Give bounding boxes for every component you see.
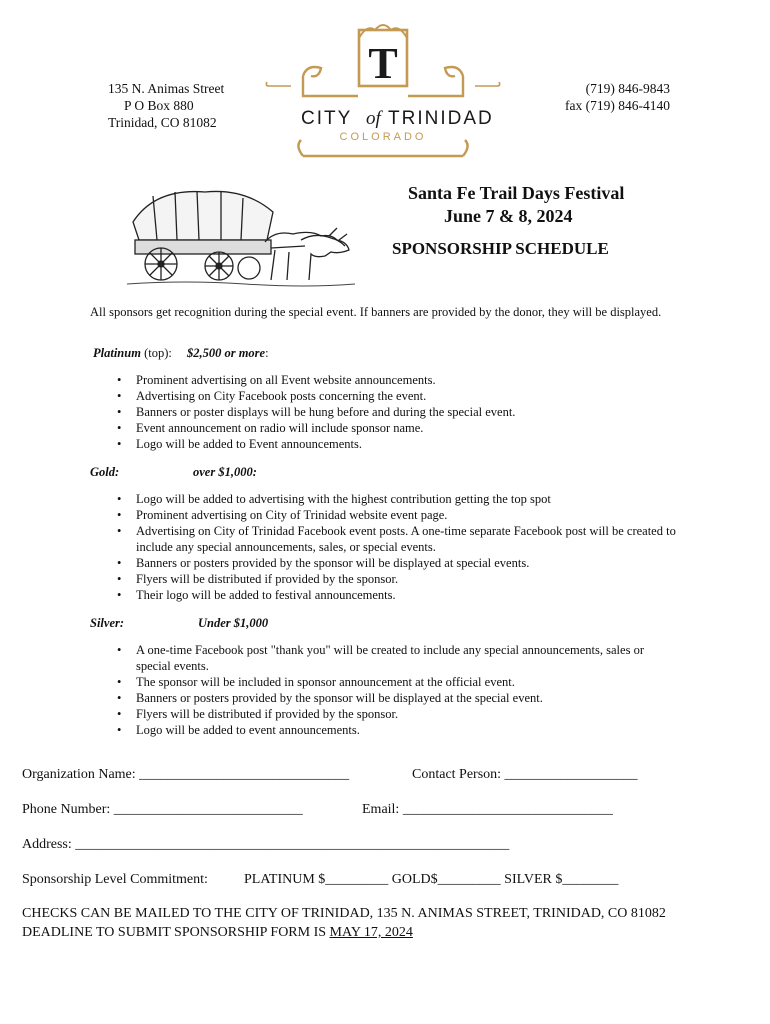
covered-wagon-illustration: [125, 184, 360, 296]
mailing-instructions: CHECKS CAN BE MAILED TO THE CITY OF TRINIDAD, 135 N. ANIMAS STREET, TRINIDAD, CO 81082: [22, 906, 666, 921]
platinum-heading: [93, 346, 269, 361]
list-item: • Logo will be added to advertising with the highest contribution getting the top spot: [117, 491, 677, 507]
contact-person-field[interactable]: Contact Person: ___________________: [412, 767, 638, 782]
intro-paragraph: All sponsors get recognition during the special event. If banners are provided by the donor, they will be displayed.: [90, 305, 662, 319]
list-item: • Prominent advertising on City of Trinidad website event page.: [117, 507, 677, 523]
gold-amount-wrap: [193, 465, 257, 480]
logo-name-left: CITY: [301, 108, 353, 129]
event-dates: June 7 & 8, 2024: [444, 206, 573, 226]
list-item: • Event announcement on radio will include sponsor name.: [117, 420, 677, 436]
gold-amount: over $1,000:: [193, 465, 257, 479]
deadline-line: [22, 925, 413, 941]
list-item: • Advertising on City of Trinidad Facebook event posts. A one-time separate Facebook post will be created to include any special announcements, sales, or special events.: [117, 523, 677, 555]
platinum-qualifier: (top):: [140, 346, 172, 360]
phone-number-field[interactable]: Phone Number: ___________________________: [22, 802, 303, 817]
list-item: • Banners or posters provided by the sponsor will be displayed at the special event.: [117, 690, 677, 706]
silver-amount-wrap: [198, 616, 268, 631]
silver-amount: Under $1,000: [198, 616, 269, 630]
commitment-label: Sponsorship Level Commitment:: [22, 872, 208, 887]
gold-name: Gold:: [90, 465, 120, 479]
list-item: • Flyers will be distributed if provided by the sponsor.: [117, 706, 677, 722]
schedule-heading: SPONSORSHIP SCHEDULE: [392, 239, 609, 258]
gold-benefits-list: [117, 491, 677, 603]
silver-heading: [90, 616, 124, 631]
logo-state: COLORADO: [339, 131, 427, 143]
fax-number: fax (719) 846-4140: [565, 98, 670, 113]
platinum-benefits-list: [117, 372, 677, 452]
list-item: • Logo will be added to event announcements.: [117, 722, 677, 738]
list-item: • The sponsor will be included in sponsor announcement at the official event.: [117, 674, 677, 690]
list-item: • Flyers will be distributed if provided by the sponsor.: [117, 571, 677, 587]
address-line-pobox: P O Box 880: [124, 98, 194, 113]
event-title: Santa Fe Trail Days Festival: [408, 183, 625, 203]
logo-name-right: TRINIDAD: [388, 108, 494, 129]
deadline-date: MAY 17, 2024: [329, 925, 413, 940]
city-of-trinidad-logo: [263, 18, 503, 168]
silver-name: Silver:: [90, 616, 125, 630]
email-field[interactable]: Email: ______________________________: [362, 802, 613, 817]
address-line-street: 135 N. Animas Street: [108, 81, 225, 96]
silver-benefits-list: [117, 642, 677, 738]
list-item: • A one-time Facebook post "thank you" will be created to include any special announcements, sales or special events.: [117, 642, 677, 674]
list-item: • Banners or posters provided by the sponsor will be displayed at special events.: [117, 555, 677, 571]
list-item: • Logo will be added to Event announcements.: [117, 436, 677, 452]
commitment-options[interactable]: PLATINUM $_________ GOLD$_________ SILVER $________: [244, 872, 619, 887]
logo-name-of: of: [366, 108, 381, 129]
gold-heading: [90, 465, 119, 480]
platinum-name: Platinum: [93, 346, 141, 360]
deadline-prefix: DEADLINE TO SUBMIT SPONSORSHIP FORM IS: [22, 925, 330, 940]
platinum-amount-suffix: :: [265, 346, 269, 360]
contact-numbers: [552, 80, 670, 114]
address-field[interactable]: Address: ______________________________________________________________: [22, 837, 510, 852]
list-item: • Banners or poster displays will be hung before and during the special event.: [117, 404, 677, 420]
phone-number: (719) 846-9843: [585, 81, 670, 96]
address-line-city: Trinidad, CO 81082: [108, 115, 217, 130]
organization-name-field[interactable]: Organization Name: ______________________________: [22, 767, 350, 782]
logo-monogram: T: [368, 39, 398, 88]
mailing-address: [108, 80, 224, 131]
list-item: • Advertising on City Facebook posts concerning the event.: [117, 388, 677, 404]
platinum-amount: $2,500 or more: [186, 346, 266, 360]
list-item: • Prominent advertising on all Event website announcements.: [117, 372, 677, 388]
list-item: • Their logo will be added to festival announcements.: [117, 587, 677, 603]
